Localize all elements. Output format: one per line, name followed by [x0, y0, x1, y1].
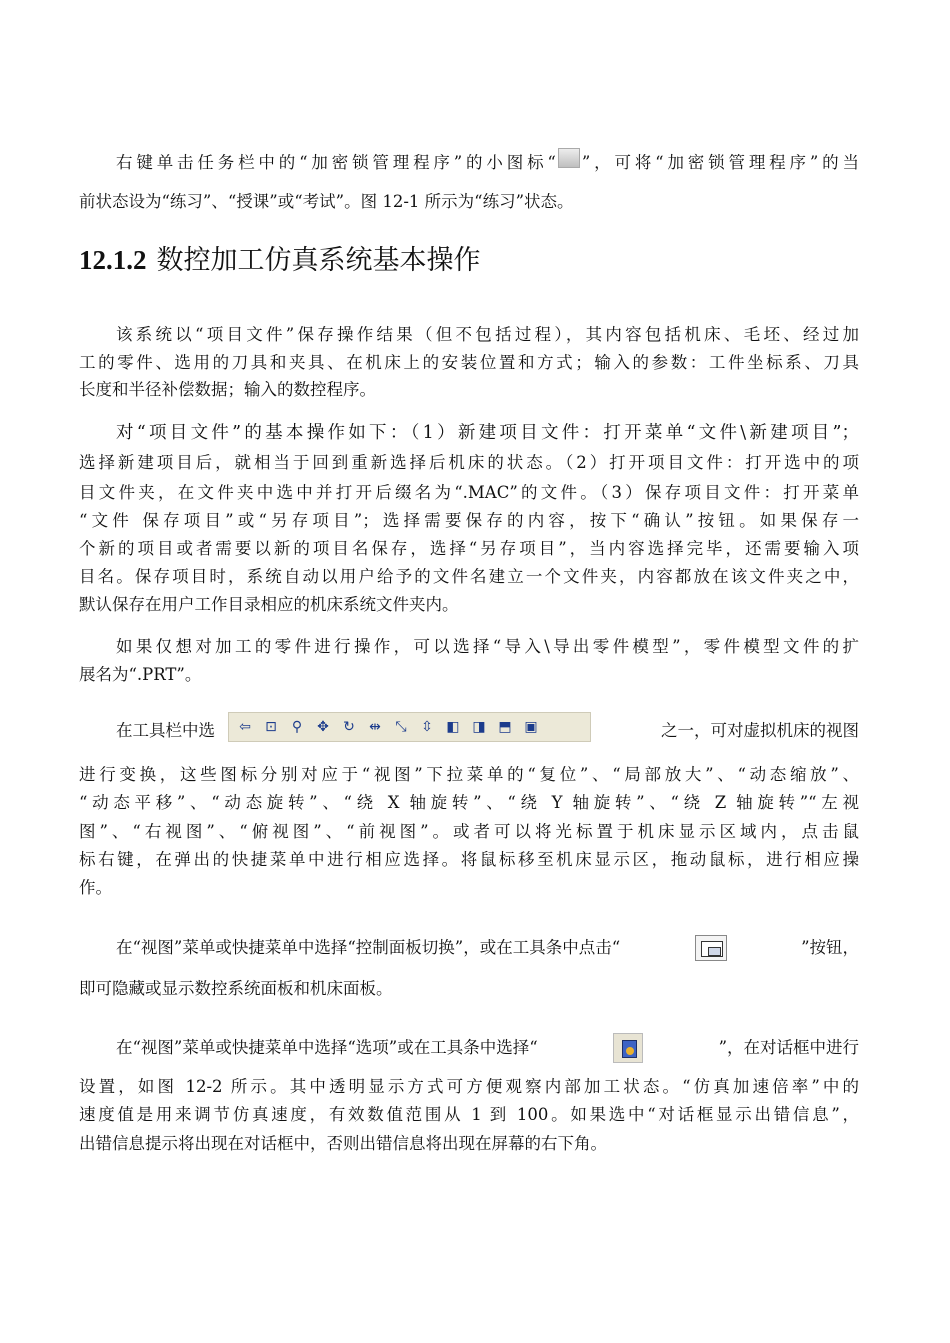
p6-text-a: 在“视图”菜单或快捷菜单中选择“控制面板切换”，或在工具条中点击“: [116, 938, 621, 957]
p5-line-5: 标右键，在弹出的快捷菜单中进行相应选择。将鼠标移至机床显示区，拖动鼠标，进行相应操: [79, 850, 859, 869]
p1-line-1: [116, 153, 859, 174]
section-title: 数控加工仿真系统基本操作: [156, 245, 481, 276]
p7-text-a: 在“视图”菜单或快捷菜单中选择“选项”或在工具条中选择“: [116, 1038, 538, 1057]
top-view-icon[interactable]: ⬒: [498, 719, 512, 735]
p3-line-2: 选择新建项目后，就相当于回到重新选择后机床的状态。（2）打开项目文件：打开选中的项: [79, 453, 859, 472]
front-view-icon[interactable]: ▣: [524, 719, 538, 735]
options-icon: [613, 1033, 643, 1063]
rotate-dynamic-icon[interactable]: ↻: [343, 719, 355, 735]
p5-line-2: 进行变换，这些图标分别对应于“视图”下拉菜单的“复位”、“局部放大”、“动态缩放”、: [79, 765, 859, 784]
zoom-local-icon[interactable]: ⊡: [265, 719, 277, 735]
view-toolbar: [228, 712, 591, 742]
p7-line-2: 设置，如图 12-2 所示。其中透明显示方式可方便观察内部加工状态。“仿真加速倍率”中的: [79, 1077, 859, 1096]
p1-text-b: ”，可将“加密锁管理程序”的当: [581, 153, 859, 172]
lock-manager-tray-icon: [558, 148, 580, 168]
panel-toggle-icon: [695, 935, 727, 961]
section-heading: [79, 243, 481, 278]
p1-line-2: 前状态设为“练习”、“授课”或“考试”。图 12-1 所示为“练习”状态。: [79, 192, 574, 211]
p2-line-1: 该系统以“项目文件”保存操作结果（但不包括过程），其内容包括机床、毛坯、经过加: [116, 325, 859, 344]
p5-line-6: 作。: [79, 878, 112, 897]
p5-line-1b: 之一，可对虚拟机床的视图: [661, 721, 859, 740]
p3-line-6: 目名。保存项目时，系统自动以用户给予的文件名建立一个文件夹，内容都放在该文件夹之中，: [79, 567, 859, 586]
p3-line-3: 目文件夹，在文件夹中选中并打开后缀名为“.MAC”的文件。（3）保存项目文件：打开菜单: [79, 483, 859, 502]
p3-line-4: “文件 保存项目”或“另存项目”；选择需要保存的内容，按下“确认”按钮。如果保存一: [79, 511, 859, 530]
p1-text-a: 右键单击任务栏中的“加密锁管理程序”的小图标“: [116, 153, 556, 172]
pan-dynamic-icon[interactable]: ✥: [317, 719, 329, 735]
rotate-z-icon[interactable]: ⇳: [421, 719, 433, 735]
p7-line-1: [116, 1033, 859, 1063]
reset-view-icon[interactable]: ⇦: [239, 719, 251, 735]
p7-line-3: 速度值是用来调节仿真速度，有效数值范围从 1 到 100。如果选中“对话框显示出错信息”，: [79, 1105, 859, 1124]
p3-line-7: 默认保存在用户工作目录相应的机床系统文件夹内。: [79, 595, 459, 614]
section-number: 12.1.2: [79, 245, 147, 275]
p6-line-2: 即可隐藏或显示数控系统面板和机床面板。: [79, 979, 393, 998]
p5-line-4: 图”、“右视图”、“俯视图”、“前视图”。或者可以将光标置于机床显示区域内，点击鼠: [79, 822, 859, 841]
p6-line-1: [116, 935, 859, 961]
left-view-icon[interactable]: ◧: [446, 719, 460, 735]
p3-line-5: 个新的项目或者需要以新的项目名保存，选择“另存项目”，当内容选择完毕，还需要输入项: [79, 539, 859, 558]
zoom-dynamic-icon[interactable]: ⚲: [291, 719, 303, 735]
p5-line-1a: 在工具栏中选: [116, 721, 215, 740]
p5-line-3: “动态平移”、“动态旋转”、“绕 X 轴旋转”、“绕 Y 轴旋转”、“绕 Z 轴旋转”“左视: [79, 793, 859, 812]
p4-line-1: 如果仅想对加工的零件进行操作，可以选择“导入\导出零件模型”，零件模型文件的扩: [116, 637, 859, 656]
p2-line-2: 工的零件、选用的刀具和夹具、在机床上的安装位置和方式；输入的参数：工件坐标系、刀具: [79, 353, 859, 372]
rotate-x-icon[interactable]: ⇹: [369, 719, 381, 735]
right-view-icon[interactable]: ◨: [472, 719, 486, 735]
p7-line-4: 出错信息提示将出现在对话框中，否则出错信息将出现在屏幕的右下角。: [79, 1134, 607, 1153]
p3-line-1: 对“项目文件”的基本操作如下：（1）新建项目文件：打开菜单“文件\新建项目”；: [116, 423, 859, 443]
rotate-y-icon[interactable]: ⤡: [395, 719, 407, 735]
p4-line-2: 展名为“.PRT”。: [79, 665, 202, 684]
p6-text-b: ”按钮，: [801, 938, 859, 957]
p2-line-3: 长度和半径补偿数据；输入的数控程序。: [79, 380, 376, 399]
p7-text-b: ”，在对话框中进行: [718, 1038, 859, 1057]
